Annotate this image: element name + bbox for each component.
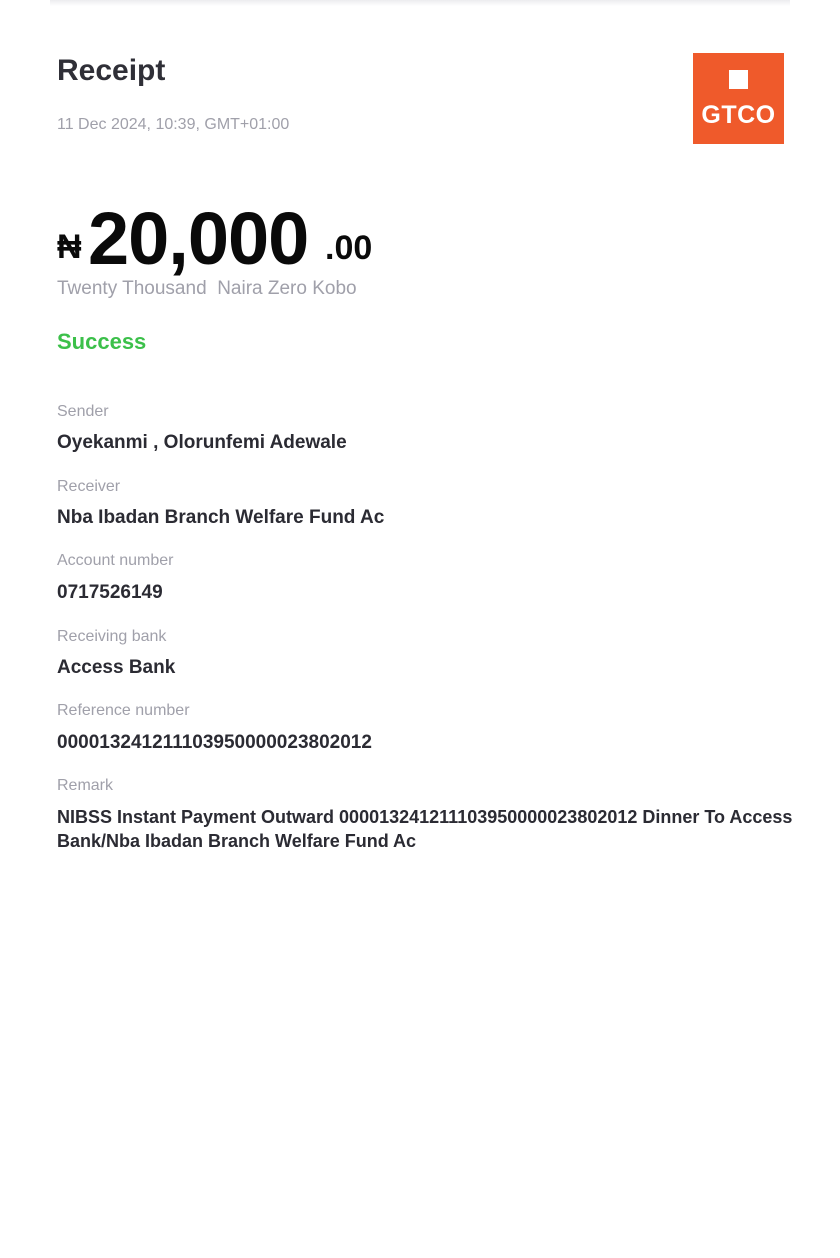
sender-label: Sender: [57, 403, 109, 420]
top-edge-shadow: [50, 0, 790, 6]
logo-text: GTCO: [701, 101, 776, 129]
status-label: Success: [57, 329, 147, 354]
sender-value: Oyekanmi , Olorunfemi Adewale: [57, 432, 347, 453]
gtco-logo: [693, 53, 784, 144]
receiving-bank-label: Receiving bank: [57, 628, 167, 645]
remark-value: NIBSS Instant Payment Outward 000013241211103950000023802012 Dinner To Access Bank/Nba Ibadan Branch Welfare Fund Ac: [57, 807, 793, 851]
reference-number-label: Reference number: [57, 702, 190, 719]
receiver-value: Nba Ibadan Branch Welfare Fund Ac: [57, 507, 385, 528]
receiving-bank-value: Access Bank: [57, 657, 176, 678]
amount-in-words: Twenty Thousand Naira Zero Kobo: [57, 278, 357, 299]
logo-square-mark: [729, 70, 748, 89]
amount-whole: 20,000: [88, 197, 309, 280]
reference-number-value: 000013241211103950000023802012: [57, 732, 372, 753]
account-number-label: Account number: [57, 552, 174, 569]
amount-decimal: .00: [325, 229, 373, 267]
account-number-value: 0717526149: [57, 582, 163, 603]
page-title: Receipt: [57, 54, 166, 87]
remark-label: Remark: [57, 777, 114, 794]
receiver-label: Receiver: [57, 478, 121, 495]
transaction-datetime: 11 Dec 2024, 10:39, GMT+01:00: [57, 116, 290, 133]
currency-symbol: ₦: [57, 228, 82, 266]
